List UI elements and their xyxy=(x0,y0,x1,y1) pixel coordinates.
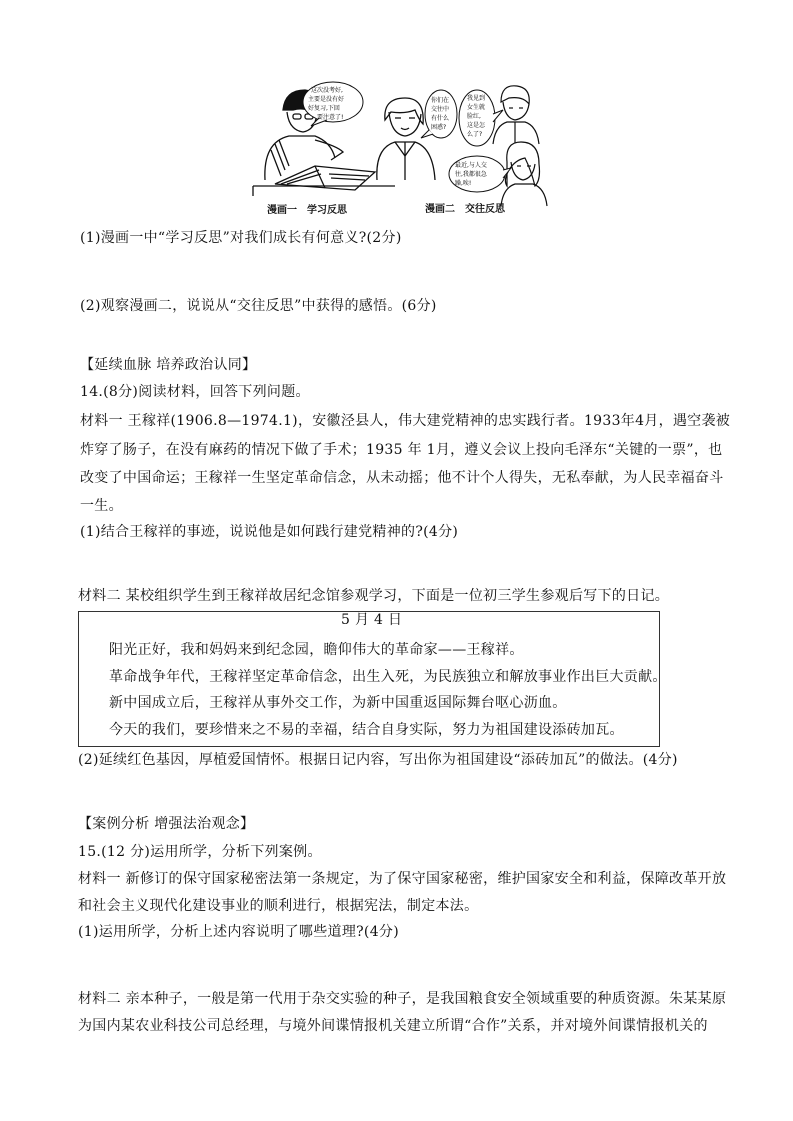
bubble1-line: 主要是没有好 xyxy=(308,96,345,103)
bubble3-line: 么了? xyxy=(467,131,483,138)
bubble1-line: 好复习,下回 xyxy=(308,105,340,112)
q15-material1-line: 材料一 新修订的保守国家秘密法第一条规定，为了保守国家秘密，维护国家安全和利益，保障改革开放 xyxy=(78,871,727,887)
section-heading: 【案例分析 增强法治观念】 xyxy=(78,816,255,832)
diary-line: 革命战争年代，王稼祥坚定革命信念，出生入死，为民族独立和解放事业作出巨大贡献。 xyxy=(109,669,667,685)
q14-material1-line: 一生。 xyxy=(80,498,123,514)
bubble4-line: 躁,唉! xyxy=(455,180,472,187)
q14-material2: 材料二 某校组织学生到王稼祥故居纪念馆参观学习，下面是一位初三学生参观后写下的日记。 xyxy=(78,588,670,604)
q15-stem: 15.(12 分)运用所学，分析下列案例。 xyxy=(78,844,322,860)
q14-material1-line: 材料一 王稼祥(1906.8—1974.1)，安徽泾县人，伟大建党精神的忠实践行者。1933年4月，遇空袭被 xyxy=(80,413,731,429)
bubble1-line: 要注意了! xyxy=(317,114,344,121)
q14-material1-line: 炸穿了肠子，在没有麻药的情况下做了手术；1935 年 1月，遵义会议上投向毛泽东“关键的一票”，也 xyxy=(80,442,723,458)
comic2-speech-bubble-teacher xyxy=(421,90,457,138)
bubble2-line: 你们在 xyxy=(431,97,450,104)
comic2-caption: 漫画二 交往反思 xyxy=(425,204,505,215)
q14-stem: 14.(8分)阅读材料，回答下列问题。 xyxy=(80,384,310,400)
diary-line: 新中国成立后，王稼祥从事外交工作，为新中国重返国际舞台呕心沥血。 xyxy=(109,695,567,711)
q13-sub1: (1)漫画一中“学习反思”对我们成长有何意义?(2分) xyxy=(80,230,402,246)
bubble4-line: 往,我都很急 xyxy=(455,171,487,178)
bubble1-line: 这次没考好, xyxy=(311,87,343,94)
comic2-boy xyxy=(493,86,539,144)
q15-material1-line: 和社会主义现代化建设事业的顺利进行，根据宪法，制定本法。 xyxy=(78,898,479,914)
q14-sub2: (2)延续红色基因，厚植爱国情怀。根据日记内容，写出你为祖国建设“添砖加瓦”的做法。(4分) xyxy=(78,752,678,768)
q15-material2-line: 材料二 亲本种子，一般是第一代用于杂交实验的种子，是我国粮食安全领域重要的种质资源。朱某某原 xyxy=(78,991,727,1007)
bubble2-line: 有什么 xyxy=(431,115,450,122)
q14-sub1: (1)结合王稼祥的事迹，说说他是如何践行建党精神的?(4分) xyxy=(80,524,459,540)
q15-sub1: (1)运用所学，分析上述内容说明了哪些道理?(4分) xyxy=(78,924,399,940)
section-heading: 【延续血脉 培养政治认同】 xyxy=(80,357,257,373)
comic2-girl xyxy=(501,142,547,206)
bubble2-line: 困惑? xyxy=(431,124,447,131)
comics-drawing xyxy=(245,80,560,215)
q15-material2-line: 为国内某农业科技公司总经理，与境外间谍情报机关建立所谓“合作”关系，并对境外间谍情报机关的 xyxy=(78,1018,708,1034)
diary-line: 今天的我们，要珍惜来之不易的幸福，结合自身实际，努力为祖国建设添砖加瓦。 xyxy=(109,722,624,738)
q14-material1-line: 改变了中国命运；王稼祥一生坚定革命信念，从未动摇；他不计个人得失，无私奉献，为人民幸福奋斗 xyxy=(80,470,724,486)
comic2-speech-bubble-girl xyxy=(449,156,511,192)
bubble4-line: 最近,与人交 xyxy=(455,162,487,169)
q13-sub2: (2)观察漫画二，说说从“交往反思”中获得的感悟。(6分) xyxy=(80,298,437,314)
comics-illustration xyxy=(245,80,560,215)
comic1-caption: 漫画一 学习反思 xyxy=(267,205,347,216)
diary-date: 5 月 4 日 xyxy=(341,612,403,628)
bubble3-line: 这是怎 xyxy=(467,122,486,129)
bubble3-line: 我见到 xyxy=(467,95,486,102)
comic2-speech-bubble-boy xyxy=(459,90,503,146)
bubble2-line: 交往中 xyxy=(431,106,450,113)
bubble3-line: 女生就 xyxy=(467,104,486,111)
diary-line: 阳光正好，我和妈妈来到纪念园，瞻仰伟大的革命家——王稼祥。 xyxy=(109,642,524,658)
diary-box xyxy=(78,611,667,747)
bubble3-line: 脸红, xyxy=(467,113,481,120)
